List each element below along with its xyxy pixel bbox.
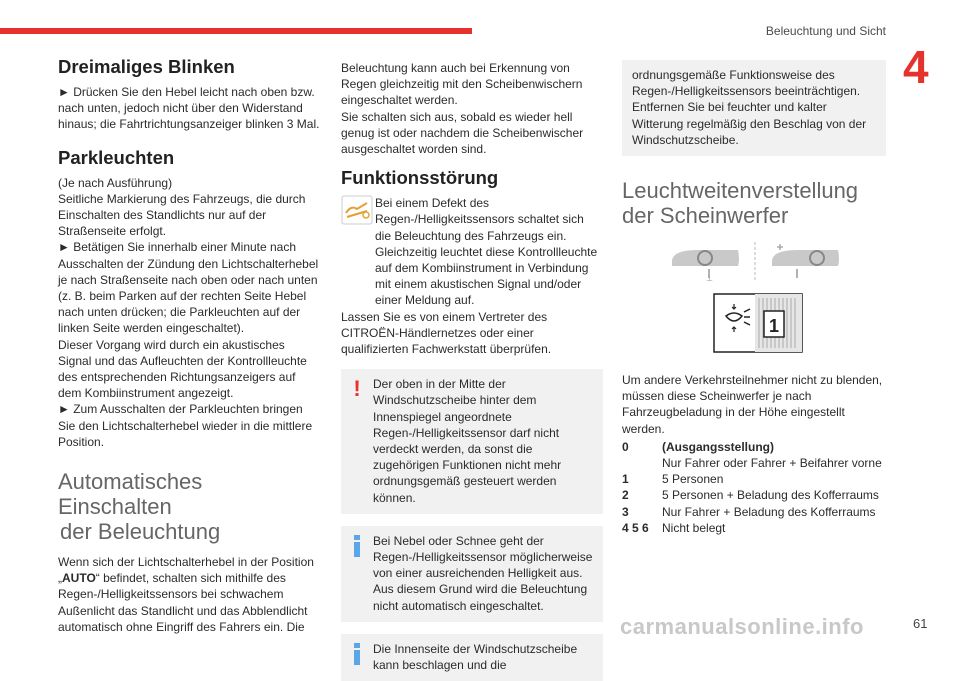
- page-number: 61: [913, 616, 928, 631]
- info-icon: [349, 642, 365, 666]
- info-note-windscreen: [341, 634, 603, 681]
- position-row: 3 Nur Fahrer + Beladung des Kofferraums: [622, 504, 876, 519]
- position-row: 1 5 Personen: [622, 472, 724, 487]
- text-auto-cont-2: Sie schalten sich aus, sobald es wieder hell genug ist oder nachdem die Scheibenwischer ausgeschaltet worden sind.: [341, 109, 584, 157]
- header-accent-bar: [0, 28, 472, 34]
- text-parking-3: ► Betätigen Sie innerhalb einer Minute nach Ausschalten der Zündung den Lichtschalterhebel je nach Straßenseite nach oben oder nach unten (z. B. beim Parken auf der rechten Seite Hebel nach unten drücken; die Parkleuchten auf der linken Seite werden eingeschaltet).: [58, 240, 319, 336]
- info-note-cont-1: ordnungsgemäße Funktionsweise des Regen-/Helligkeitssensors beeinträchtigen.: [632, 68, 861, 99]
- position-row: 4 5 6 Nicht belegt: [622, 520, 726, 535]
- heading-auto-lighting-line2: der Beleuchtung: [60, 519, 221, 545]
- text-parking-1: (Je nach Ausführung): [58, 175, 173, 190]
- info-note-windscreen-text: Die Innenseite der Windschutzscheibe kann beschlagen und die: [373, 641, 578, 673]
- heading-headlamp-line1: Leuchtweitenverstellung: [622, 178, 859, 204]
- text-parking-4: Dieser Vorgang wird durch ein akustisches Signal und das Aufleuchten der Kontrollleuchte des entsprechenden Richtungsanzeigers auf dem Kombiinstrument angezeigt.: [58, 337, 307, 401]
- sensor-fault-warning-icon: [341, 195, 373, 225]
- text-triple-blink: ► Drücken Sie den Hebel leicht nach oben bzw. nach unten, jedoch nicht über den Widerstand hinaus; die Fahrtrichtungsanzeiger blinken 3 Mal.: [58, 85, 320, 132]
- warning-note-text: Der oben in der Mitte der Windschutzscheibe hinter dem Innenspiegel angeordnete Regen-/Helligkeitssensor darf nicht verdeckt werden, da sonst die zugehörigen Funktionen nicht mehr ordnungsgemäß gesteuert werden können.: [373, 377, 562, 505]
- car-load-icons: [672, 242, 839, 283]
- exclamation-icon: !: [353, 376, 361, 402]
- text-parking-5: ► Zum Ausschalten der Parkleuchten bringen Sie den Lichtschalterhebel wieder in die mittlere Position.: [58, 402, 313, 449]
- watermark: carmanualsonline.info: [620, 614, 864, 639]
- text-auto-cont-1: Beleuchtung kann auch bei Erkennung von Regen gleichzeitig mit den Scheibenwischern eingeschaltet werden.: [341, 61, 583, 108]
- heading-triple-blink: Dreimaliges Blinken: [58, 56, 235, 77]
- text-malfunction-2: Lassen Sie es von einem Vertreter des CITROËN-Händlernetzes oder einer qualifizierten Fachwerkstatt überprüfen.: [341, 309, 552, 357]
- column-2: [341, 60, 603, 681]
- heading-malfunction: Funktionsstörung: [341, 167, 499, 189]
- heading-auto-lighting-line1: Automatisches Einschalten: [58, 469, 203, 520]
- info-note-fog: [341, 526, 603, 622]
- text-headlamp-intro: Um andere Verkehrsteilnehmer nicht zu blenden, müssen diese Scheinwerfer je nach Fahrzeugbeladung in der Höhe eingestellt werden.: [622, 373, 883, 436]
- chapter-number: 4: [903, 41, 929, 93]
- section-header: Beleuchtung und Sicht: [765, 24, 886, 38]
- headlamp-adjust-illustration: [622, 236, 886, 356]
- text-malfunction-1: Bei einem Defekt des Regen-/Helligkeitssensors schaltet sich die Beleuchtung des Fahrzeugs ein. Gleichzeitig leuchtet diese Kontrollleuchte auf dem Kombiinstrument in Verbindung mit einem akustischen Signal und/oder einer Meldung auf.: [375, 196, 598, 308]
- text-auto-lighting: Wenn sich der Lichtschalterhebel in der Position „AUTO“ befindet, schalten sich mithilfe des Regen-/Helligkeitssensors bei schwachem Außenlicht das Standlicht und das Abblendlicht automatisch ohne Eingriff des Fahrers ein. Die: [58, 555, 314, 634]
- auto-label: AUTO: [62, 571, 96, 586]
- info-icon: [349, 534, 365, 558]
- heading-headlamp-adjust: [622, 178, 886, 228]
- svg-text:⊥: ⊥: [706, 274, 713, 284]
- heading-auto-lighting: [58, 469, 320, 544]
- info-note-fog-text: Bei Nebel oder Schnee geht der Regen-/Helligkeitssensor möglicherweise von einer ausreichenden Helligkeit aus. Aus diesem Grund wird die Beleuchtung nicht automatisch eingeschaltet.: [373, 533, 593, 613]
- warning-note-sensor: [341, 369, 603, 514]
- column-1: [58, 56, 320, 635]
- info-note-continued: [622, 60, 886, 156]
- column-3: [622, 60, 886, 536]
- info-note-cont-2: Entfernen Sie bei feuchter und kalter Witterung regelmäßig den Beschlag von der Windschutzscheibe.: [632, 100, 867, 147]
- dial-number: 1: [768, 316, 780, 337]
- malfunction-block: [341, 195, 603, 308]
- position-row: 0 (Ausgangsstellung) Nur Fahrer oder Fahrer + Beifahrer vorne: [622, 439, 882, 471]
- position-table: [622, 439, 882, 536]
- headlamp-adjust-dial: [714, 294, 802, 352]
- heading-headlamp-line2: der Scheinwerfer: [622, 203, 789, 229]
- heading-parking-lights: Parkleuchten: [58, 146, 175, 168]
- text-parking-2: Seitliche Markierung des Fahrzeugs, die durch Einschalten des Standlichts nur auf der Straßenseite erfolgt.: [58, 191, 306, 239]
- position-row: 2 5 Personen + Beladung des Kofferraums: [622, 488, 879, 503]
